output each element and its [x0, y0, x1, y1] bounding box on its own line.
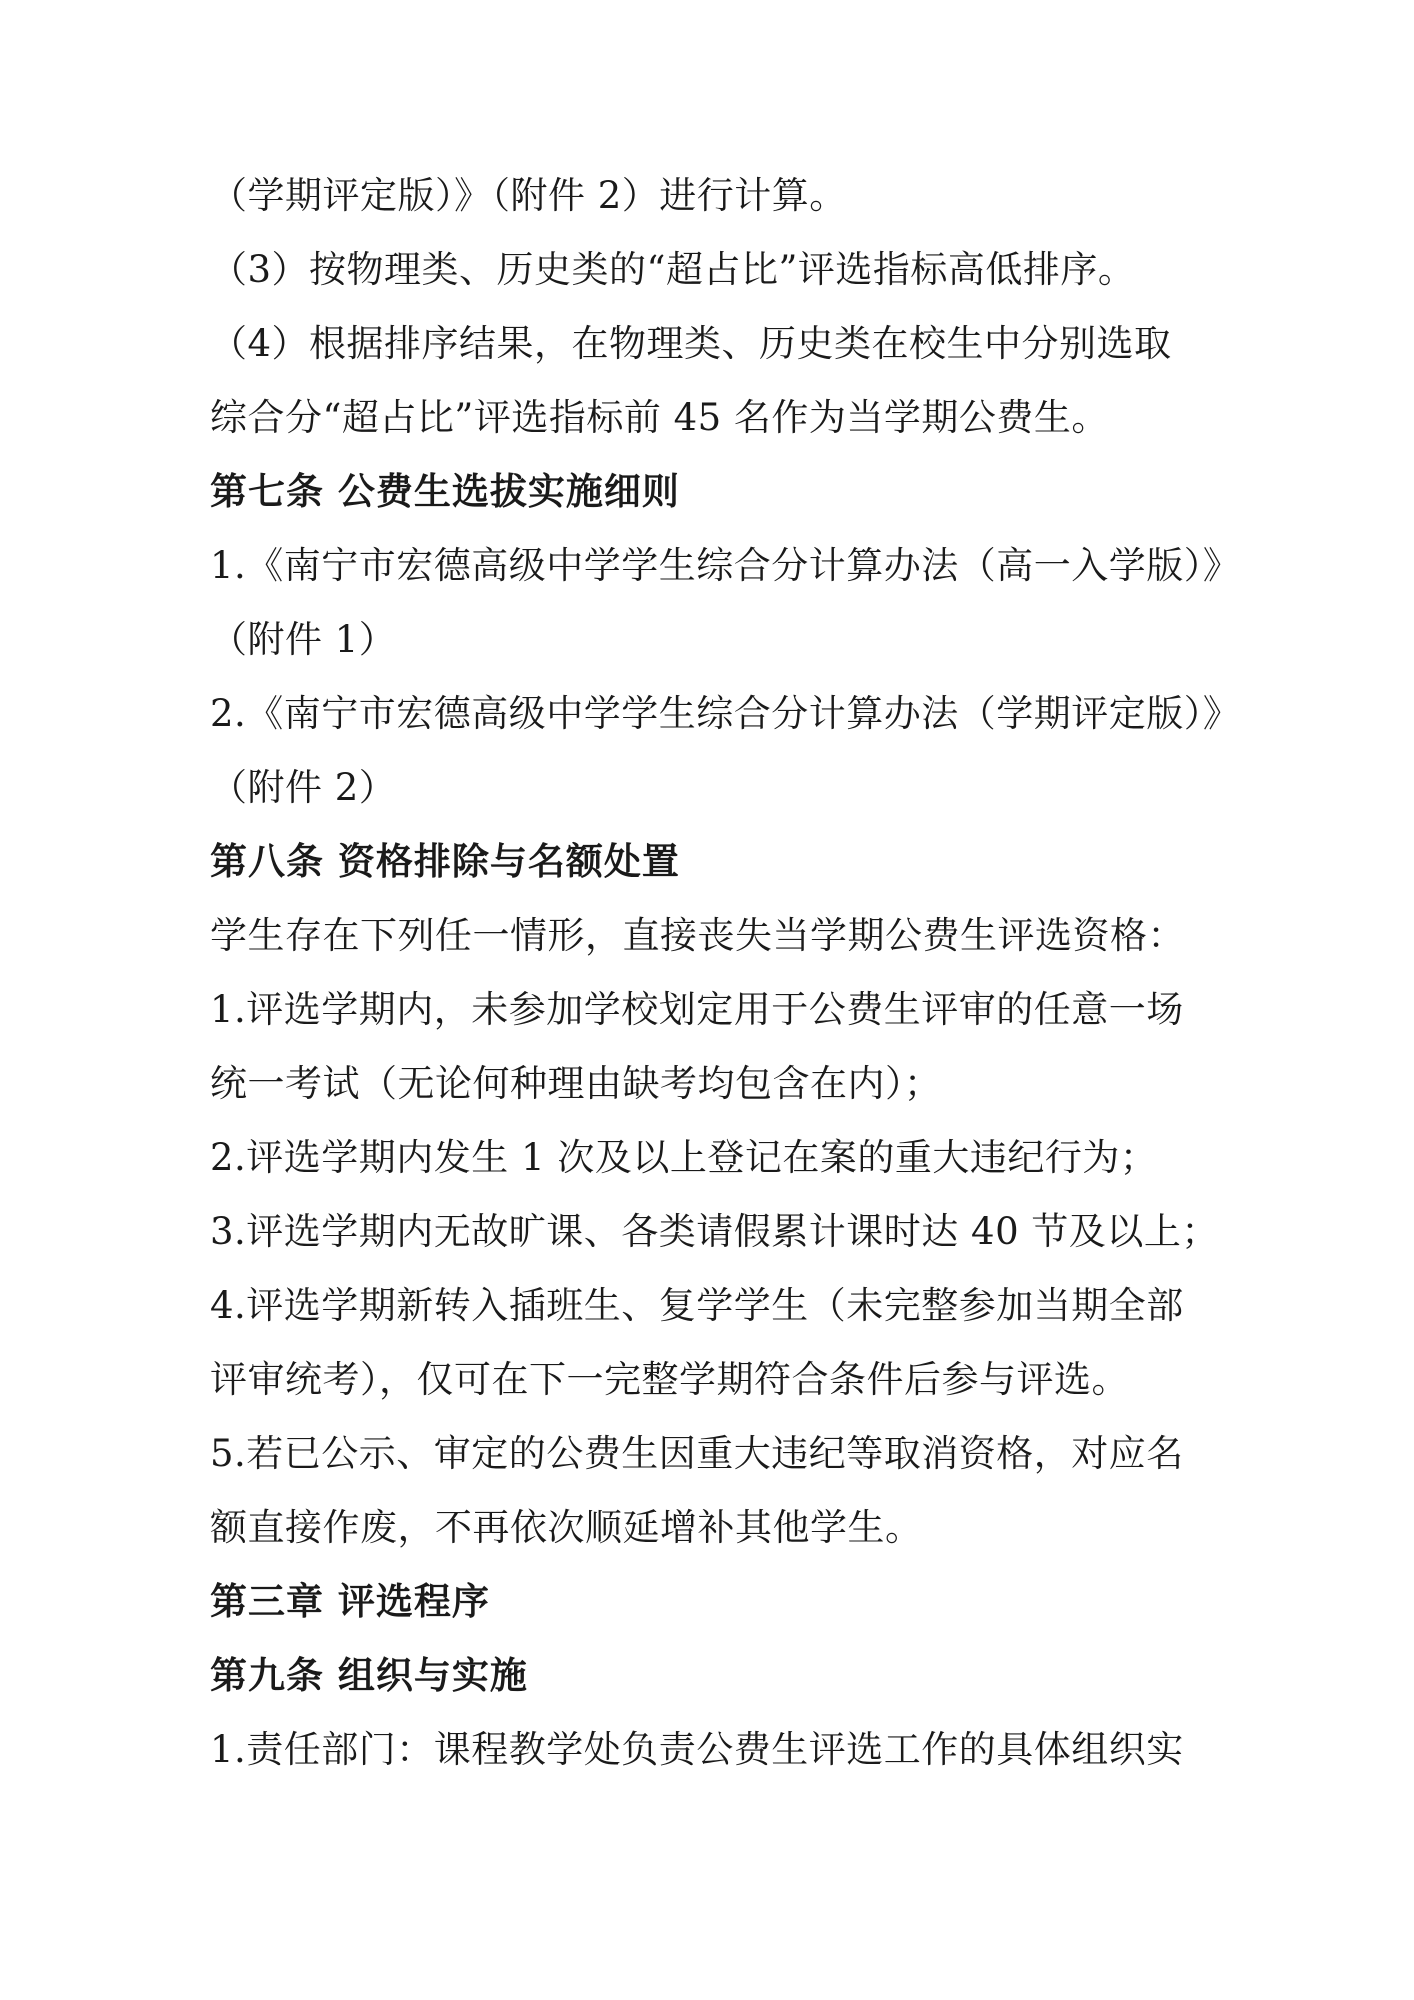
section-heading: 第八条 资格排除与名额处置 — [210, 840, 680, 883]
body-line: 3.评选学期内无故旷课、各类请假累计课时达 40 节及以上； — [210, 1210, 1219, 1253]
body-line: 1.《南宁市宏德高级中学学生综合分计算办法（高一入学版）》 — [210, 544, 1241, 587]
body-line: 2.《南宁市宏德高级中学学生综合分计算办法（学期评定版）》 — [210, 692, 1241, 735]
body-line: （4）根据排序结果，在物理类、历史类在校生中分别选取 — [210, 322, 1172, 365]
body-line: 4.评选学期新转入插班生、复学学生（未完整参加当期全部 — [210, 1284, 1184, 1327]
body-line: 额直接作废，不再依次顺延增补其他学生。 — [210, 1506, 923, 1549]
body-line: 1.评选学期内，未参加学校划定用于公费生评审的任意一场 — [210, 988, 1184, 1031]
body-line: 2.评选学期内发生 1 次及以上登记在案的重大违纪行为； — [210, 1136, 1158, 1179]
body-line: 统一考试（无论何种理由缺考均包含在内）； — [210, 1062, 942, 1105]
section-heading: 第七条 公费生选拔实施细则 — [210, 470, 680, 513]
section-heading: 第九条 组织与实施 — [210, 1654, 528, 1697]
body-line: （附件 2） — [210, 766, 397, 809]
body-line: （附件 1） — [210, 618, 397, 661]
body-line: 综合分“超占比”评选指标前 45 名作为当学期公费生。 — [210, 396, 1109, 439]
body-line: 评审统考），仅可在下一完整学期符合条件后参与评选。 — [210, 1358, 1129, 1401]
body-line: 学生存在下列任一情形，直接丧失当学期公费生评选资格： — [210, 914, 1185, 957]
chapter-heading: 第三章 评选程序 — [210, 1580, 490, 1623]
body-line: 1.责任部门：课程教学处负责公费生评选工作的具体组织实 — [210, 1728, 1184, 1771]
body-line: 5.若已公示、审定的公费生因重大违纪等取消资格，对应名 — [210, 1432, 1184, 1475]
body-line: （3）按物理类、历史类的“超占比”评选指标高低排序。 — [210, 248, 1136, 291]
body-line: （学期评定版）》（附件 2）进行计算。 — [210, 174, 847, 217]
